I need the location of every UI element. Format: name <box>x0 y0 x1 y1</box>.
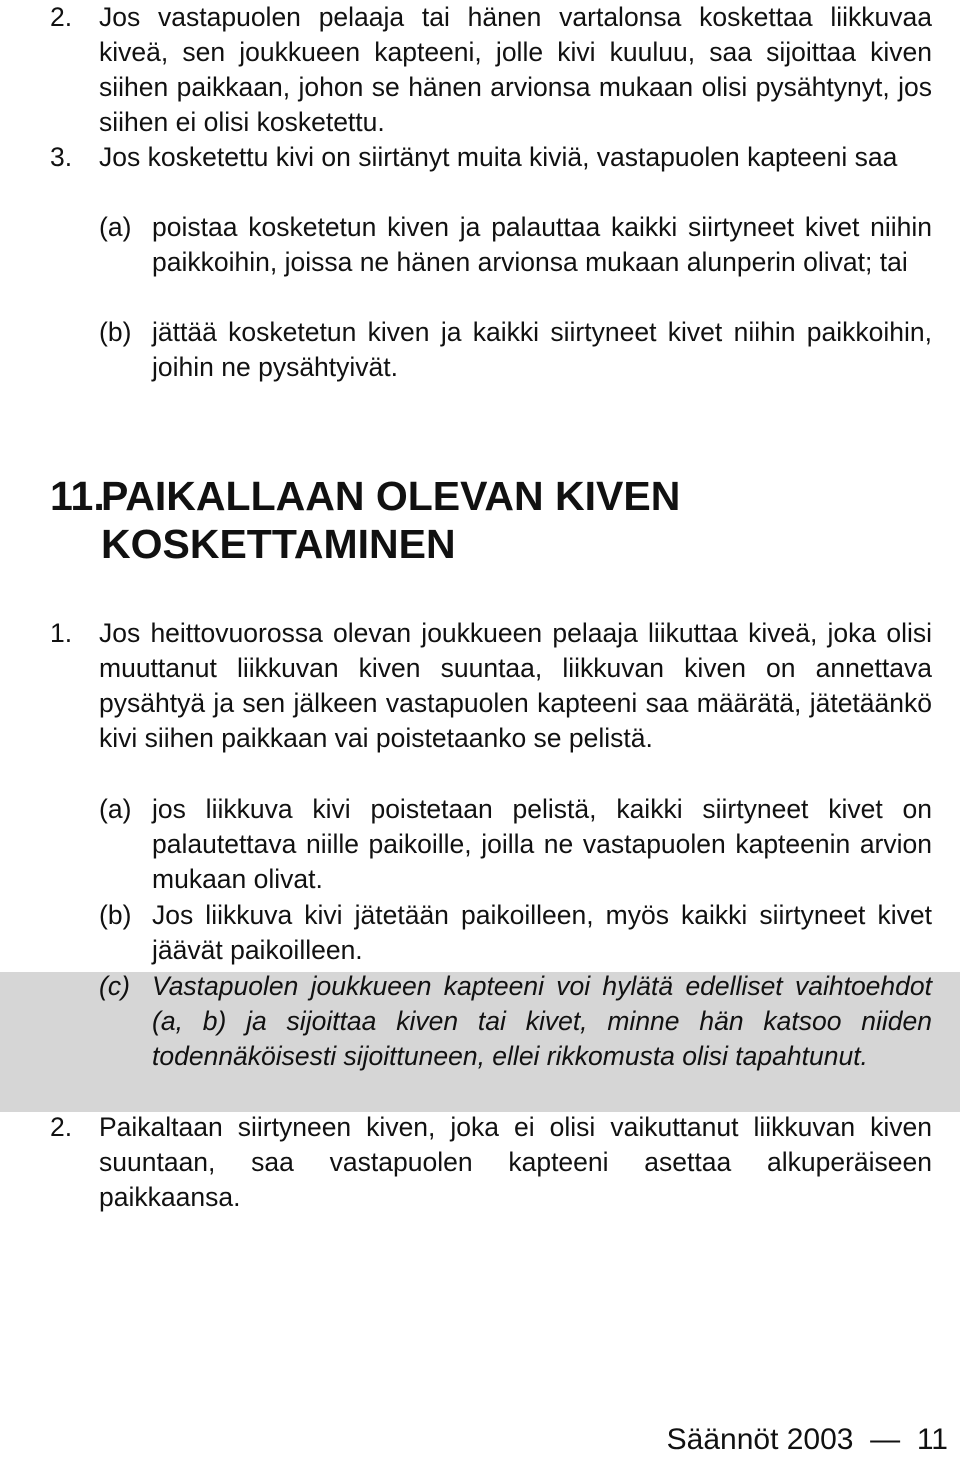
option-text: jättää kosketetun kiven ja kaikki siirtyneet kivet niihin paikkoihin, joihin ne pysähtyivät. <box>152 317 932 382</box>
option-text-highlighted: Vastapuolen joukkueen kapteeni voi hylätä edelliset vaihtoehdot (a, b) ja sijoittaa kiven tai kivet, minne hän katsoo niiden todennäköisesti sijoittuneen, ellei rikkomusta olisi tapahtunut. <box>152 971 932 1071</box>
item-number: 3. <box>50 142 73 172</box>
paragraph-11-1: Jos heittovuorossa olevan joukkueen pelaaja liikuttaa kiveä, joka olisi muuttanut liikkuvan kiven suuntaa, liikkuvan kiven on annettava pysähtyä ja sen jälkeen vastapuolen kapteeni saa määrätä, jätetäänkö kivi siihen paikkaan vai poistetaanko se pelistä. <box>99 618 932 753</box>
option-label: (b) <box>99 900 132 930</box>
option-label: (a) <box>99 212 132 242</box>
item-number: 1. <box>50 618 73 648</box>
option-text: jos liikkuva kivi poistetaan pelistä, kaikki siirtyneet kivet on palautettava niille paikoille, joilla ne vastapuolen kapteenin arvion mukaan olivat. <box>152 794 932 894</box>
section-number: 11. <box>50 473 105 519</box>
option-label: (a) <box>99 794 132 824</box>
option-label: (c) <box>99 971 130 1001</box>
option-text: poistaa kosketetun kiven ja palauttaa kaikki siirtyneet kivet niihin paikkoihin, joissa ne hänen arvionsa mukaan alunperin olivat; tai <box>152 212 932 277</box>
paragraph-10-3: Jos kosketettu kivi on siirtänyt muita kiviä, vastapuolen kapteeni saa <box>99 142 898 172</box>
section-title: PAIKALLAAN OLEVAN KIVEN KOSKETTAMINEN <box>101 473 681 567</box>
item-number: 2. <box>50 2 73 32</box>
item-number: 2. <box>50 1112 73 1142</box>
option-label: (b) <box>99 317 132 347</box>
footer-dash: — <box>861 1423 909 1456</box>
page-footer <box>667 1422 948 1458</box>
option-text: Jos liikkuva kivi jätetään paikoilleen, myös kaikki siirtyneet kivet jäävät paikoilleen. <box>152 900 932 965</box>
paragraph-11-2: Paikaltaan siirtyneen kiven, joka ei olisi vaikuttanut liikkuvan kiven suuntaan, saa vastapuolen kapteeni asettaa alkuperäiseen paikkaansa. <box>99 1112 932 1212</box>
footer-page-number: 11 <box>916 1423 948 1456</box>
footer-book-title: Säännöt 2003 <box>666 1423 854 1456</box>
paragraph-10-2: Jos vastapuolen pelaaja tai hänen vartalonsa koskettaa liikkuvaa kiveä, sen joukkueen kapteeni, jolle kivi kuuluu, saa sijoittaa kiven siihen paikkaan, johon se hänen arvionsa mukaan olisi pysähtynyt, jos siihen ei olisi kosketettu. <box>99 2 932 137</box>
